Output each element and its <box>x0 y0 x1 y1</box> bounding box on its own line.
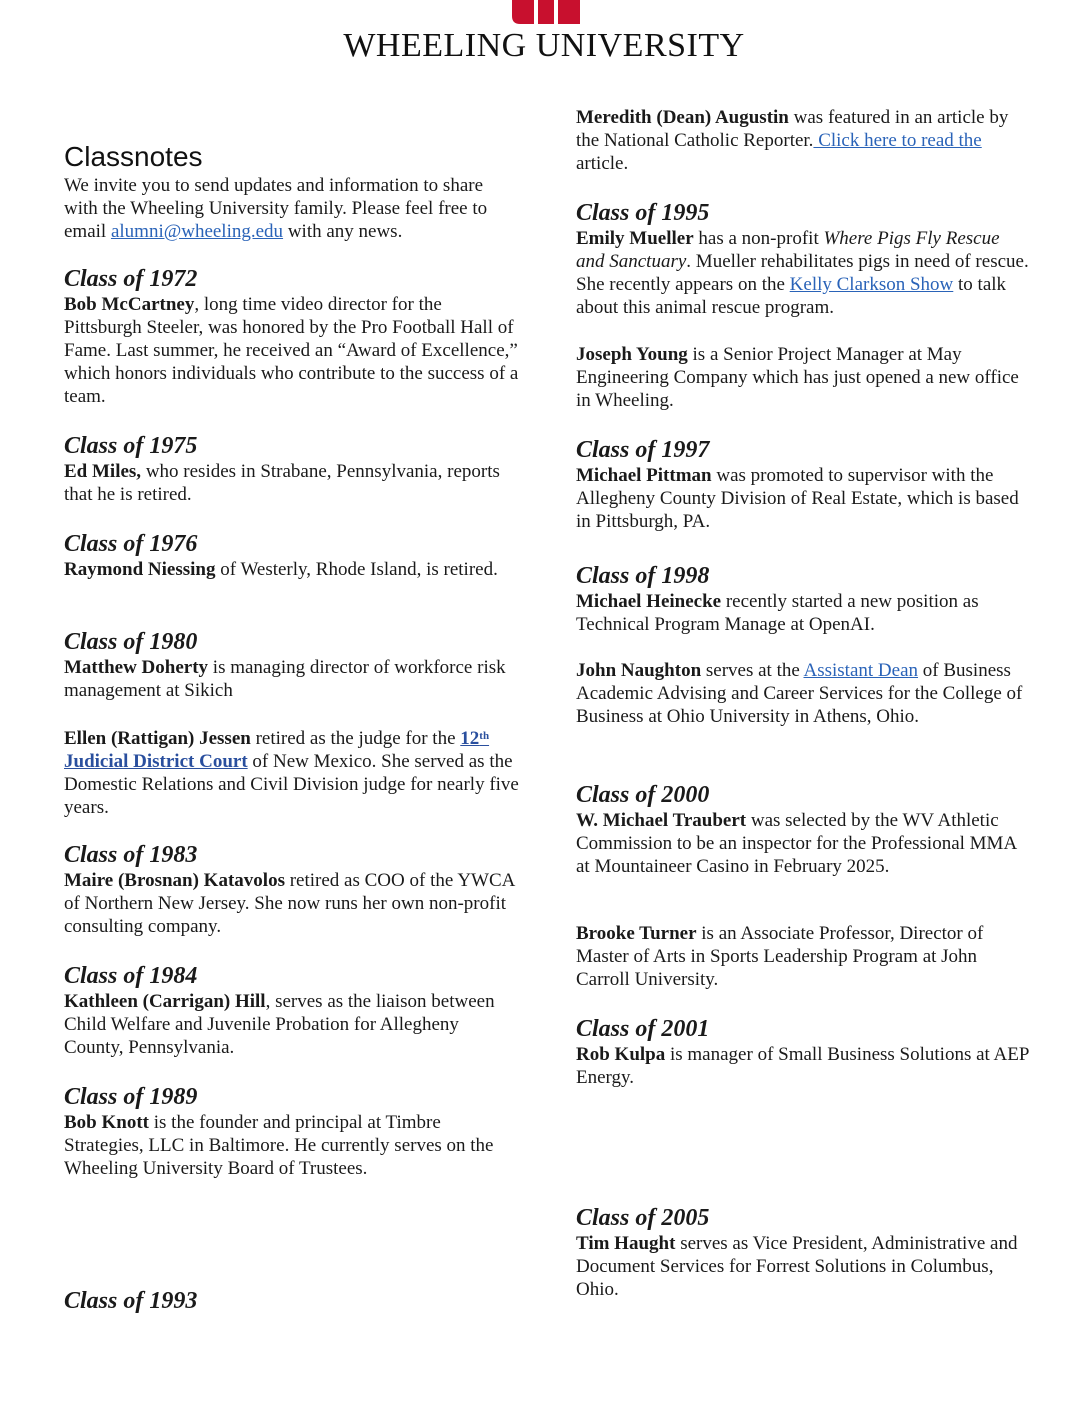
assistant-dean-link[interactable]: Assistant Dean <box>803 660 919 681</box>
note-augustin: Meredith (Dean) Augustin was featured in an article by the National Catholic Reporter. Click here to read the article. <box>576 107 1009 174</box>
note-2001: Rob Kulpa is manager of Small Business Solutions at AEP Energy. <box>576 1044 1029 1088</box>
judicial-district-court-link[interactable]: 12th Judicial District Court <box>64 728 490 772</box>
note-1997: Michael Pittman was promoted to supervisor with the Allegheny County Division of Real Estate, which is based in Pittsburgh, PA. <box>576 465 1019 532</box>
note-1980-jessen: Ellen (Rattigan) Jessen retired as the judge for the 12th Judicial District Court of New Mexico. She served as the Domestic Relations and Civil Division judge for nearly five years. <box>64 728 519 818</box>
note-1995-young: Joseph Young is a Senior Project Manager at May Engineering Company which has just opened a new office in Wheeling. <box>576 344 1019 411</box>
alumni-email-link[interactable]: alumni@wheeling.edu <box>110 221 284 242</box>
click-here-article-link[interactable]: Click here to read the <box>813 130 982 151</box>
note-1975: Ed Miles, who resides in Strabane, Pennsylvania, reports that he is retired. <box>64 461 500 505</box>
university-logo-icon <box>512 0 580 24</box>
class-heading-1980: Class of 1980 <box>64 629 198 655</box>
class-heading-1984: Class of 1984 <box>64 963 198 989</box>
intro-paragraph: We invite you to send updates and information to share with the Wheeling University family. Please feel free to email alumni@wheeling.edu with any news. <box>64 175 488 242</box>
class-heading-1993: Class of 1993 <box>64 1288 198 1314</box>
note-1989: Bob Knott is the founder and principal at Timbre Strategies, LLC in Baltimore. He currently serves on the Wheeling University Board of Trustees. <box>64 1112 494 1179</box>
note-2000-turner: Brooke Turner is an Associate Professor, Director of Master of Arts in Sports Leadership Program at John Carroll University. <box>576 923 984 990</box>
kelly-clarkson-show-link[interactable]: Kelly Clarkson Show <box>789 274 954 295</box>
class-heading-1989: Class of 1989 <box>64 1084 198 1110</box>
note-2000-traubert: W. Michael Traubert was selected by the WV Athletic Commission to be an inspector for the Professional MMA at Mountaineer Casino in February 2025. <box>576 810 1017 877</box>
class-heading-1995: Class of 1995 <box>576 200 710 226</box>
note-1998-heinecke: Michael Heinecke recently started a new position as Technical Program Manage at OpenAI. <box>576 591 979 635</box>
class-heading-2001: Class of 2001 <box>576 1016 710 1042</box>
class-heading-1972: Class of 1972 <box>64 266 198 292</box>
note-1984: Kathleen (Carrigan) Hill, serves as the liaison between Child Welfare and Juvenile Probation for Allegheny County, Pennsylvania. <box>64 991 495 1058</box>
note-2005: Tim Haught serves as Vice President, Administrative and Document Services for Forrest Solutions in Columbus, Ohio. <box>576 1233 1018 1300</box>
page-title: Classnotes <box>64 141 203 172</box>
university-wordmark: WHEELING UNIVERSITY <box>343 27 745 64</box>
class-heading-1983: Class of 1983 <box>64 842 198 868</box>
note-1995-mueller: Emily Mueller has a non-profit Where Pigs Fly Rescue and Sanctuary. Mueller rehabilitates pigs in need of rescue. She recently appears on the Kelly Clarkson Show to talk about this animal rescue program. <box>576 228 1029 318</box>
note-1980-doherty: Matthew Doherty is managing director of workforce risk management at Sikich <box>64 657 506 701</box>
class-heading-1976: Class of 1976 <box>64 531 198 557</box>
class-heading-1997: Class of 1997 <box>576 437 710 463</box>
class-heading-2005: Class of 2005 <box>576 1205 710 1231</box>
note-1972: Bob McCartney, long time video director for the Pittsburgh Steeler, was honored by the Pro Football Hall of Fame. Last summer, he received an “Award of Excellence,” which honors individuals who contribute to the success of a team. <box>64 294 519 407</box>
note-1998-naughton: John Naughton serves at the Assistant Dean of Business Academic Advising and Career Services for the College of Business at Ohio University in Athens, Ohio. <box>576 660 1023 727</box>
note-1976: Raymond Niessing of Westerly, Rhode Island, is retired. <box>64 559 498 580</box>
class-heading-1998: Class of 1998 <box>576 563 710 589</box>
class-heading-1975: Class of 1975 <box>64 433 198 459</box>
note-1983: Maire (Brosnan) Katavolos retired as COO of the YWCA of Northern New Jersey. She now runs her own non-profit consulting company. <box>64 870 515 937</box>
class-heading-2000: Class of 2000 <box>576 782 710 808</box>
